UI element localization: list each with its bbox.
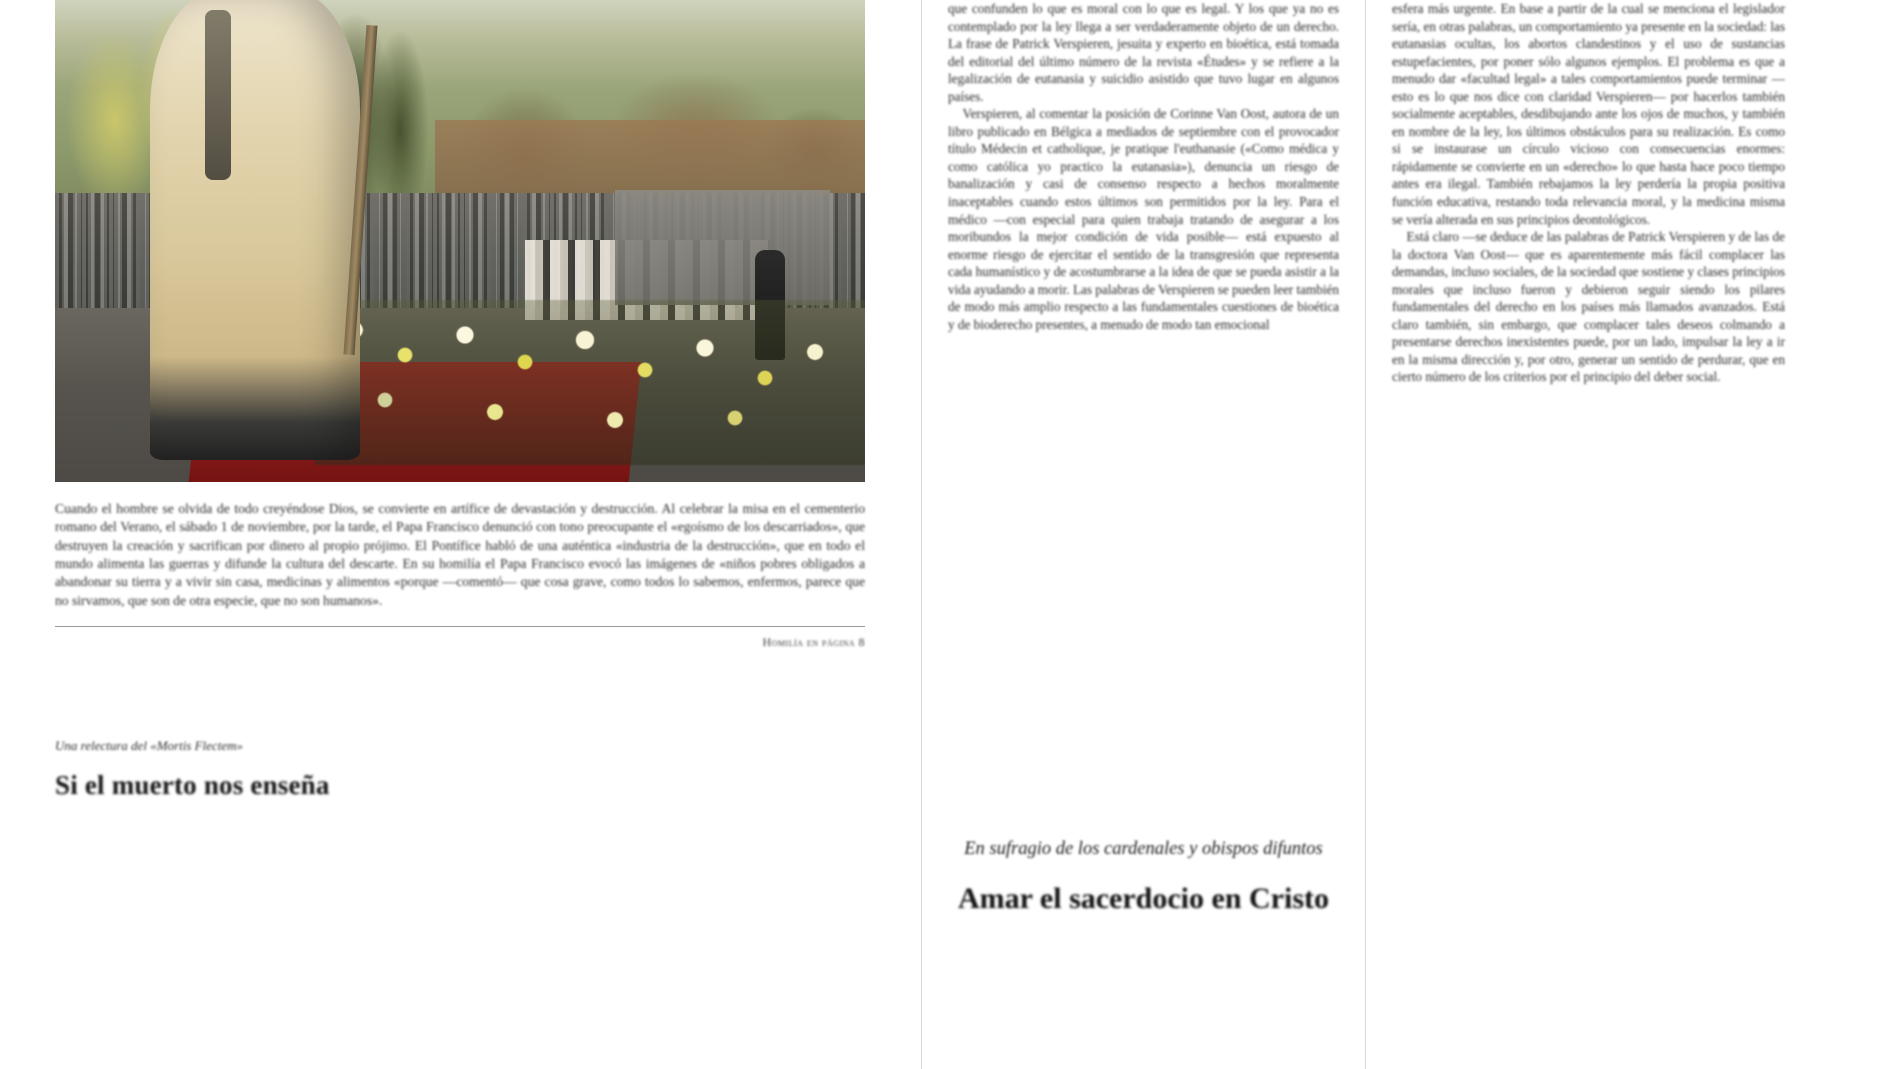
lower-left-article (55, 738, 865, 801)
article-kicker: Una relectura del «Mortis Flectem» (55, 738, 243, 754)
middle-article-subhead: En sufragio de los cardenales y obispos difuntos (964, 839, 1323, 859)
photo-canvas (55, 0, 865, 482)
right-column-body (1392, 0, 1785, 1060)
middle-paragraph: Verspieren, al comentar la posición de Corinne Van Oost, autora de un libro publicado en Bélgica a mediados de septiembre con el provocador título Médecin et catholique, je pratique l'euthanasie («Como médica y como católica yo practico la eutanasia»), denuncia un riesgo de banalización y casi de consenso respecto a hechos moralmente inaceptables cuando estos últimos son permitidos por la ley. Para el médico —con especial para quien trabaja tratando de asegurar a los moribundos la mejor condición de vida posible— está expuesto al enorme riesgo de ejercitar el sentido de la transgresión que representa cada humanístico y de acostumbrarse a la idea de que se pueda asistir a la vida ayudando a morir. Las palabras de Verspieren se pueden leer también de modo más amplio respecto a las fundamentales cuestiones de bioética y de bioderecho presentes, a menudo de modo tan emocional (948, 106, 1339, 332)
right-column (1365, 0, 1785, 1069)
photo-pope-stole (205, 10, 231, 180)
photo-caption: Cuando el hombre se olvida de todo creyéndose Dios, se convierte en artífice de devastación y destrucción. Al celebrar la misa en el cementerio romano del Verano, el sábado 1 de noviembre, por la tarde, el Papa Francisco denunció con tono preocupante el «egoísmo de los descarriados», que destruyen la creación y sacrifican por dinero al propio prójimo. El Pontífice habló de una auténtica «industria de la destrucción», que en todo el mundo alimenta las guerras y difunde la cultura del descarte. En su homilía el Papa Francisco evocó las imágenes de «niños pobres obligados a abandonar su tierra y a vivir sin casa, medicinas y alimentos «porque —comentó— que cosa grave, como todos lo sabemos, enfermos, parece que no sirvamos, que son de otra especie, que no son humanos». (55, 501, 865, 608)
right-paragraph: esfera más urgente. En base a partir de la cual se menciona el legislador sería, en otras palabras, un comportamiento ya presente en la sociedad: las eutanasias ocultas, los abortos clandestinos y el uso de sustancias estupefacientes, por poner sólo algunos ejemplos. El problema es que a menudo dar «facultad legal» a tales comportamientos puede terminar —esto es lo que nos dice con claridad Verspieren— por hacerlos también socialmente aceptables, desdibujando ante los ojos de muchos, y también en nombre de la ley, los últimos obstáculos para su realización. Es como si se instaurase un círculo vicioso con consecuencias enormes: rápidamente se convierte en un «derecho» lo que hasta hace poco tiempo antes era ilegal. También rebajamos la ley perdería la propia positiva función educativa, restando toda relevancia moral, y la medicina misma se vería alterada en sus principios deontológicos. (1392, 1, 1785, 227)
middle-column-body (948, 0, 1339, 795)
jump-line: Homilía en página 8 (762, 635, 865, 650)
right-paragraph: Está claro —se deduce de las palabras de Patrick Verspieren y de las de la doctora Van Oost— que es aparentemente más fácil complacer las demandas, incluso sociales, de la sociedad que sostiene y clases principios morales que incluso fueron y debieron seguir siendo los pilares fundamentales del derecho en los países más llamados avanzados. Está claro también, sin embargo, que complacer tales deseos colmando a presentarse derechos inexistentes puede, por un lado, impulsar la ley a ir en la misma dirección y, por otro, generar un sentido de perdurar, que en cierto número de los criterios por el principio del deber social. (1392, 229, 1785, 385)
left-column (55, 0, 921, 1069)
middle-article-head (948, 839, 1339, 916)
page-columns (55, 0, 1841, 1069)
article-headline: Si el muerto nos enseña (55, 770, 330, 801)
photo-flower-arrangement (315, 300, 865, 465)
photo-altar (615, 190, 830, 305)
middle-article-headline: Amar el sacerdocio en Cristo (957, 882, 1329, 915)
middle-column (921, 0, 1365, 1069)
photo-pope-figure (150, 0, 360, 460)
caption-divider (55, 626, 865, 627)
middle-paragraph: que confunden lo que es moral con lo que es legal. Y los que ya no es contemplado por la ley llega a ser verdaderamente objeto de un derecho. La frase de Patrick Verspieren, jesuita y experto en bioética, está tomada del editorial del último número de la revista «Études» y se refiere a la legalización de eutanasia y suicidio asistido que tuvo lugar en algunos países. (948, 1, 1339, 104)
lead-photo (55, 0, 865, 482)
